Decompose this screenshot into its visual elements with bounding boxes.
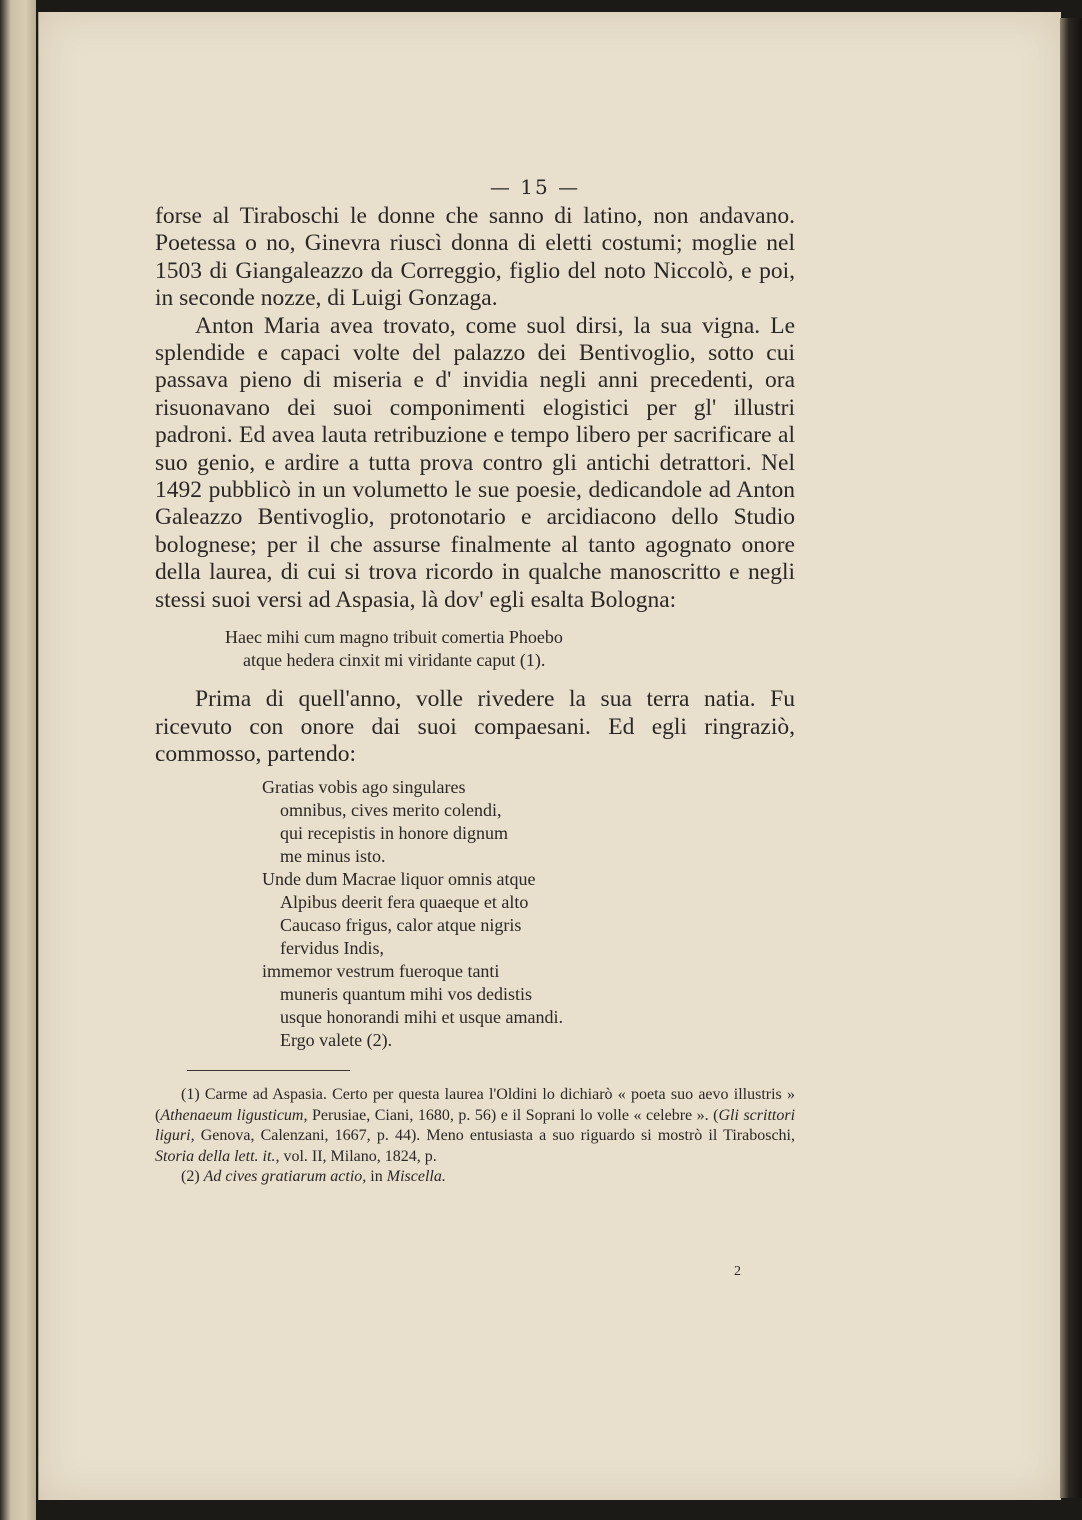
footnotes — [155, 1085, 795, 1187]
verse-line: fervidus Indis, — [280, 938, 384, 959]
verse-line: Gratias vobis ago singulares — [262, 777, 466, 798]
verse-line: Alpibus deerit fera quaeque et alto — [280, 892, 529, 913]
verse-line: Ergo valete (2). — [280, 1030, 393, 1051]
verse-line: omnibus, cives merito colendi, — [280, 800, 502, 821]
footnote-1: (1) Carme ad Aspasia. Certo per questa laurea l'Oldini lo dichiarò « poeta suo aevo illustris » (Athenaeum ligusticum, Perusiae, Ciani, 1680, p. 56) e il Soprani lo volle « celebre ». (Gli scrittori liguri, Genova, Calenzani, 1667, p. 44). Meno entusiasta a suo riguardo si mostrò il Tiraboschi, Storia della lett. it., vol. II, Milano, 1824, p. — [155, 1086, 796, 1165]
verse-line: atque hedera cinxit mi viridante caput (1). — [243, 650, 546, 671]
verse-quote-2 — [262, 776, 795, 1052]
verse-line: me minus isto. — [280, 846, 386, 867]
verse-line: usque honorandi mihi et usque amandi. — [280, 1007, 563, 1028]
footnote-divider — [187, 1070, 350, 1071]
verse-line: muneris quantum mihi vos dedistis — [280, 984, 532, 1005]
footnote-2: (2) Ad cives gratiarum actio, in Miscella. — [181, 1167, 446, 1185]
signature-mark: 2 — [734, 1264, 741, 1279]
verse-line: Haec mihi cum magno tribuit comertia Phoebo — [225, 627, 563, 648]
previous-page-edge — [0, 0, 36, 1520]
verse-quote-1 — [225, 626, 795, 672]
page-content — [155, 175, 795, 1187]
page-number: — 15 — — [489, 175, 581, 199]
paragraph-3: Prima di quell'anno, volle rivedere la sua terra natia. Fu ricevuto con onore dai suoi compaesani. Ed egli ringraziò, commosso, partendo: — [155, 686, 795, 767]
right-page-edge — [1060, 18, 1082, 1498]
verse-line: Caucaso frigus, calor atque nigris — [280, 915, 522, 936]
paragraph-1: forse al Tiraboschi le donne che sanno di latino, non andavano. Poetessa o no, Ginevra riuscì donna di eletti costumi; moglie nel 1503 di Giangaleazzo da Correggio, figlio del noto Niccolò, e poi, in seconde nozze, di Luigi Gonzaga. — [155, 203, 795, 312]
verse-line: qui recepistis in honore dignum — [280, 823, 508, 844]
paragraph-2: Anton Maria avea trovato, come suol dirsi, la sua vigna. Le splendide e capaci volte del palazzo dei Bentivoglio, sotto cui passava pieno di miseria e d' invidia negli anni precedenti, ora risuonavano dei suoi componimenti elogistici per gl' illustri padroni. Ed avea lauta retribuzione e tempo libero per sacrificare al suo genio, e ardire a tutta prova contro gli antichi detrattori. Nel 1492 pubblicò in un volumetto le sue poesie, dedicandole ad Anton Galeazzo Bentivoglio, protonotario e arcidiacono dello Studio bolognese; per il che assurse finalmente al tanto agognato onore della laurea, di cui si trova ricordo in qualche manoscritto e negli stessi suoi versi ad Aspasia, là dov' egli esalta Bologna: — [155, 312, 795, 613]
verse-line: immemor vestrum fueroque tanti — [262, 961, 500, 982]
verse-line: Unde dum Macrae liquor omnis atque — [262, 869, 536, 890]
